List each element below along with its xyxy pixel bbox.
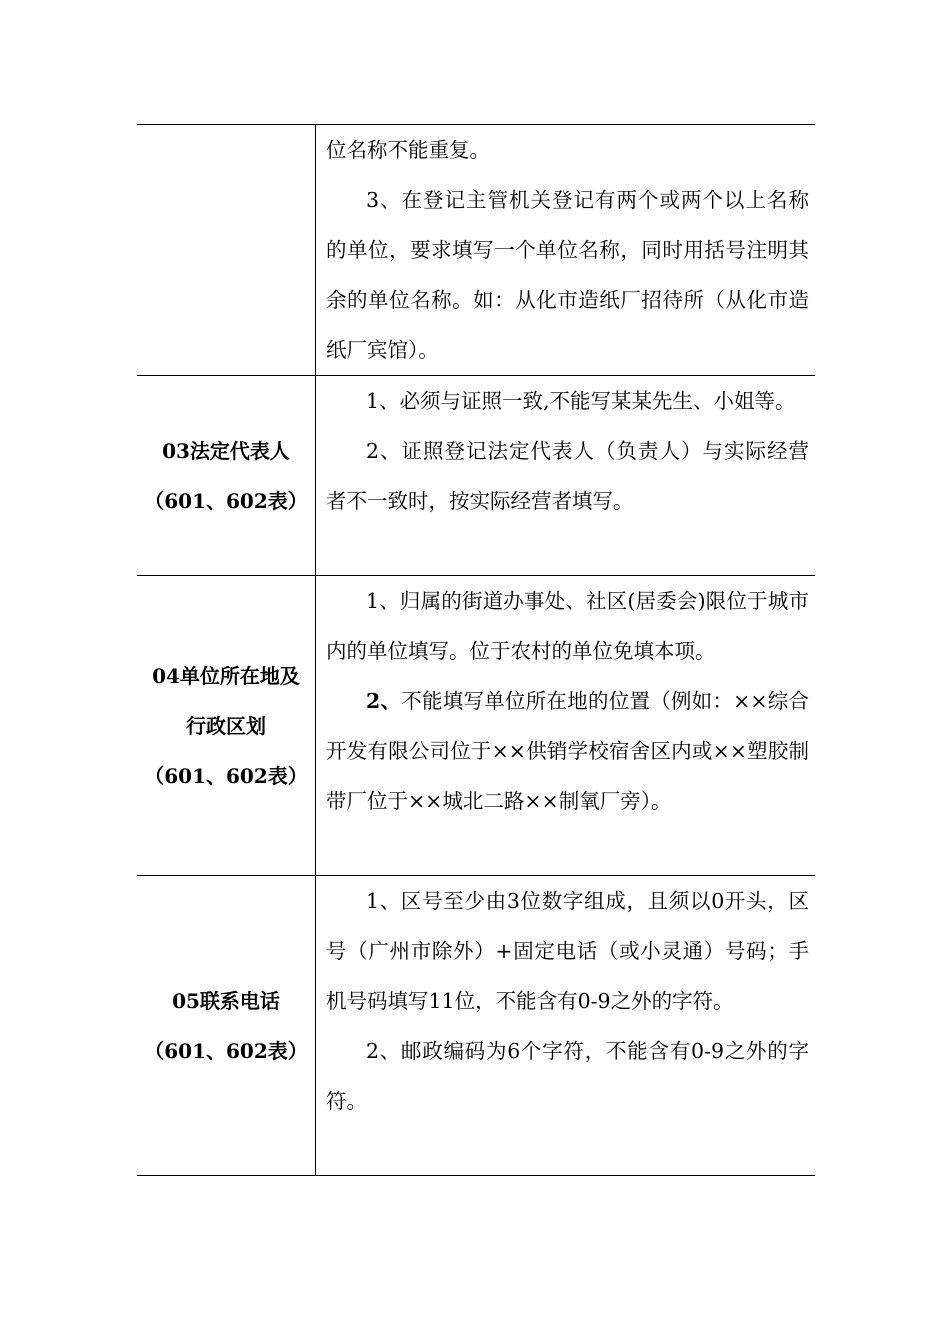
rule-text: 不能填写单位所在地的位置（例如：××综合开发有限公司位于××供销学校宿舍区内或××塑胶制带厂位于××城北二路××制氧厂旁）。 — [326, 689, 810, 813]
rule-paragraph: 1、区号至少由3位数字组成，且须以0开头，区号（广州市除外）+固定电话（或小灵通）号码；手机号码填写11位，不能含有0-9之外的字符。 — [326, 889, 809, 1013]
table-row — [137, 876, 815, 1176]
table-row — [137, 576, 815, 876]
field-table-ref: （601、602表） — [144, 1038, 308, 1063]
rule-paragraph: 3、在登记主管机关登记有两个或两个以上名称的单位，要求填写一个单位名称，同时用括号注明其余的单位名称。如：从化市造纸厂招待所（从化市造纸厂宾馆）。 — [326, 188, 809, 362]
field-label: 04单位所在地及 — [152, 663, 300, 688]
field-label: 03法定代表人 — [162, 438, 290, 463]
instruction-table — [137, 124, 815, 1176]
field-table-ref: （601、602表） — [144, 763, 308, 788]
rule-paragraph: 位名称不能重复。 — [326, 138, 490, 162]
field-label: 05联系电话 — [172, 988, 280, 1013]
field-rules-cell — [316, 576, 816, 876]
field-label-cell — [137, 876, 316, 1176]
table-row — [137, 376, 815, 576]
field-rules-cell — [316, 376, 816, 576]
rule-paragraph: 1、归属的街道办事处、社区(居委会)限位于城市内的单位填写。位于农村的单位免填本项。 — [326, 589, 809, 663]
field-label: 行政区划 — [186, 713, 266, 738]
field-label-cell — [137, 576, 316, 876]
field-label-cell — [137, 125, 316, 376]
table-row — [137, 125, 815, 376]
rule-number: 2、 — [366, 689, 402, 713]
field-rules-cell — [316, 125, 816, 376]
rule-paragraph — [326, 676, 809, 826]
rule-paragraph: 2、邮政编码为6个字符，不能含有0-9之外的字符。 — [326, 1039, 809, 1113]
field-rules-cell — [316, 876, 816, 1176]
field-table-ref: （601、602表） — [144, 488, 308, 513]
rule-paragraph: 1、必须与证照一致,不能写某某先生、小姐等。 — [366, 389, 796, 413]
field-label-cell — [137, 376, 316, 576]
rule-paragraph: 2、证照登记法定代表人（负责人）与实际经营者不一致时，按实际经营者填写。 — [326, 439, 809, 513]
